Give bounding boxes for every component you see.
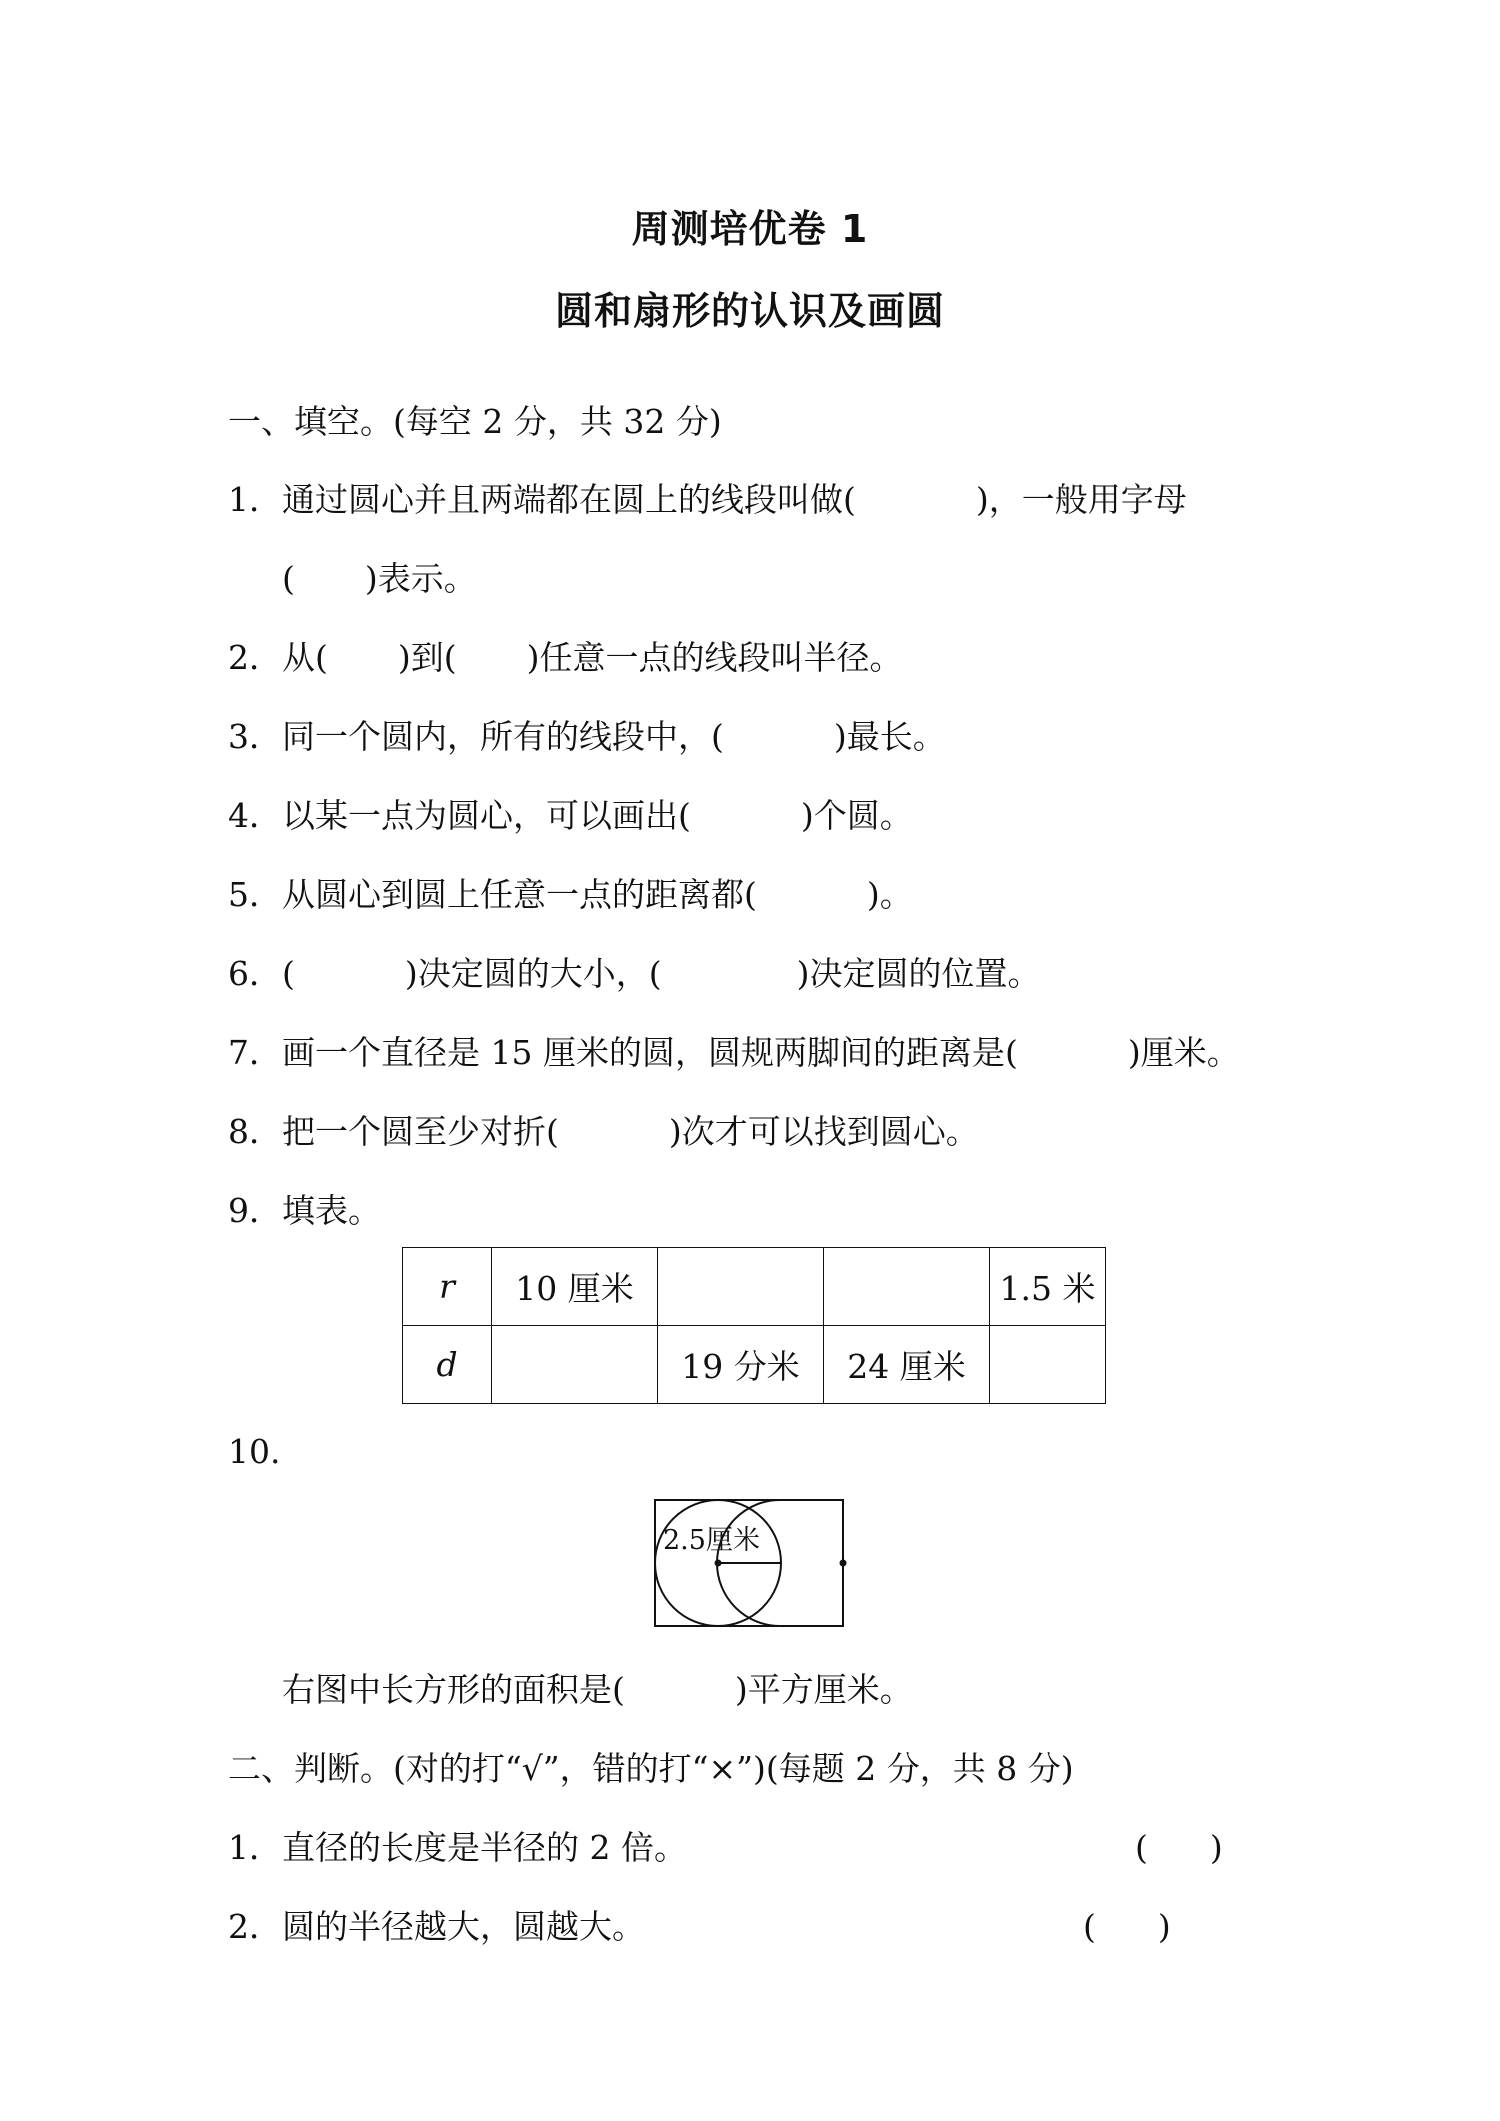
table-cell-blank[interactable] [824, 1248, 990, 1326]
paren-close: ) [1157, 1907, 1171, 1946]
section-2-heading: 二、判断。(对的打“√”，错的打“×”)(每题 2 分，共 8 分) [228, 1749, 1074, 1788]
judgement-box[interactable] [1135, 1828, 1223, 1868]
question-number: 2． [228, 1907, 282, 1946]
table-row [403, 1326, 1106, 1404]
question-1-6 [228, 954, 1041, 994]
question-1-10-text [282, 1670, 913, 1710]
question-number: 10. [228, 1432, 281, 1471]
question-text: 填表。 [282, 1191, 381, 1230]
question-text: )最长。 [833, 717, 946, 756]
question-text: 通过圆心并且两端都在圆上的线段叫做( [282, 480, 856, 519]
table-cell: 1.5 米 [990, 1248, 1106, 1326]
question-number: 3． [228, 717, 282, 756]
question-number: 7． [228, 1033, 282, 1072]
table-row-label: d [403, 1326, 492, 1404]
rectangle-circles-figure [652, 1497, 852, 1633]
question-text: )决定圆的大小，( [404, 954, 662, 993]
table-cell-blank[interactable] [990, 1326, 1106, 1404]
question-number: 2． [228, 638, 282, 677]
paren-open: ( [282, 559, 295, 598]
table-cell: 19 分米 [658, 1326, 824, 1404]
question-number: 6． [228, 954, 282, 993]
question-number: 8． [228, 1112, 282, 1151]
table-cell-blank[interactable] [492, 1326, 658, 1404]
table-row-label: r [403, 1248, 492, 1326]
question-number: 4． [228, 796, 282, 835]
question-1-8 [228, 1112, 979, 1152]
question-text: 把一个圆至少对折( [282, 1112, 559, 1151]
question-2-2 [228, 1907, 645, 1947]
question-number: 1． [228, 480, 282, 519]
question-1-9 [228, 1191, 381, 1231]
question-text: 直径的长度是半径的 2 倍。 [282, 1828, 687, 1867]
question-1-1 [228, 480, 1187, 520]
worksheet-title: 周测培优卷 1 [631, 207, 869, 251]
left-center-dot [715, 1560, 722, 1567]
question-number: 1． [228, 1828, 282, 1867]
question-text: 从圆心到圆上任意一点的距离都( [282, 875, 757, 914]
paren-open: ( [1135, 1828, 1148, 1867]
table-row [403, 1248, 1106, 1326]
question-text: )，一般用字母 [975, 480, 1187, 519]
question-text: )决定圆的位置。 [796, 954, 1041, 993]
question-text: )厘米。 [1127, 1033, 1240, 1072]
question-text: 右图中长方形的面积是( [282, 1670, 625, 1709]
radius-label: 2.5厘米 [663, 1525, 760, 1556]
question-text: 圆的半径越大，圆越大。 [282, 1907, 645, 1946]
question-text: )任意一点的线段叫半径。 [526, 638, 903, 677]
question-text: )到( [397, 638, 457, 677]
section-1-heading: 一、填空。(每空 2 分，共 32 分) [228, 402, 722, 441]
question-text: 以某一点为圆心，可以画出( [282, 796, 691, 835]
radius-diameter-table [402, 1247, 1106, 1404]
question-text: )平方厘米。 [734, 1670, 913, 1709]
worksheet-subtitle: 圆和扇形的认识及画圆 [554, 289, 945, 333]
question-number: 9． [228, 1191, 282, 1230]
table-cell-blank[interactable] [658, 1248, 824, 1326]
table-cell: 10 厘米 [492, 1248, 658, 1326]
question-text: 同一个圆内，所有的线段中，( [282, 717, 724, 756]
question-2-1 [228, 1828, 687, 1868]
table-cell: 24 厘米 [824, 1326, 990, 1404]
paren-open: ( [1083, 1907, 1096, 1946]
question-text: )次才可以找到圆心。 [668, 1112, 979, 1151]
question-number: 5． [228, 875, 282, 914]
question-text: 从( [282, 638, 328, 677]
paren-open: ( [282, 954, 295, 993]
question-1-4 [228, 796, 913, 836]
right-center-dot [840, 1560, 847, 1567]
question-1-1-continued [282, 559, 477, 599]
question-1-2 [228, 638, 903, 678]
question-text: 画一个直径是 15 厘米的圆，圆规两脚间的距离是( [282, 1033, 1018, 1072]
question-1-10 [228, 1432, 280, 1472]
question-1-7 [228, 1033, 1240, 1073]
question-text: )个圆。 [800, 796, 913, 835]
question-text: )。 [866, 875, 913, 914]
judgement-box[interactable] [1083, 1907, 1171, 1947]
question-1-3 [228, 717, 946, 757]
question-1-5 [228, 875, 913, 915]
paren-close: ) [1209, 1828, 1223, 1867]
question-text: )表示。 [364, 559, 477, 598]
